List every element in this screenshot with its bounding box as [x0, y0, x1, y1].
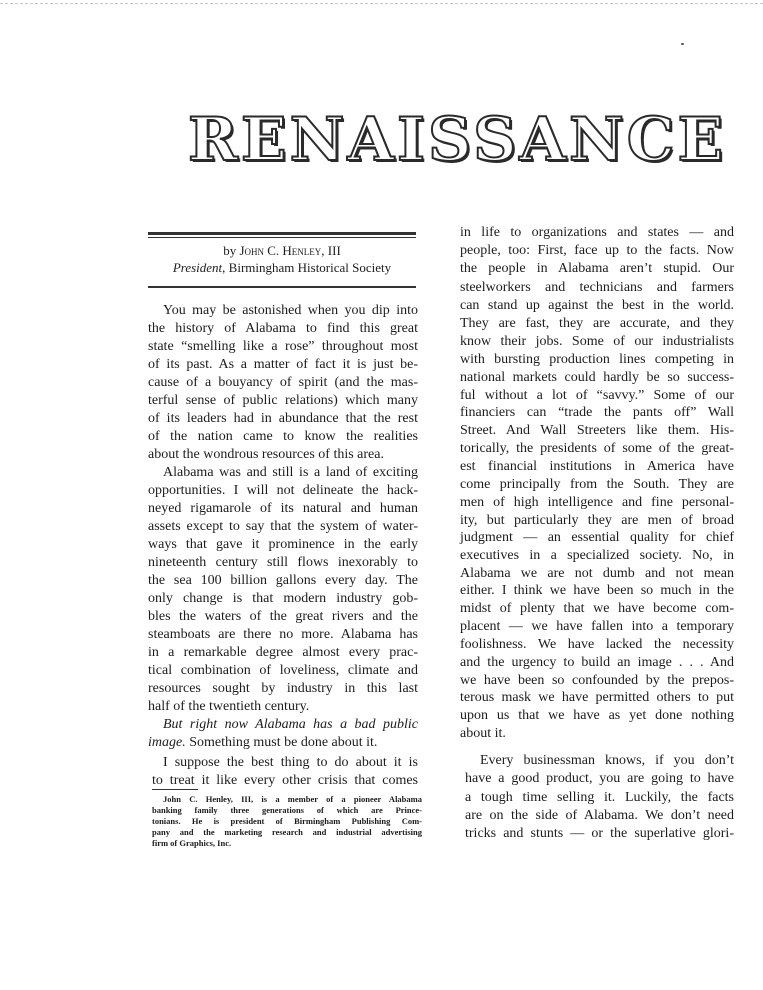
right-column-line: Street. And Wall Streeters like them. His- — [460, 423, 734, 438]
left-column-line: opportunities. I will not delineate the hack- — [148, 483, 418, 498]
byline-rule-top — [148, 232, 416, 235]
right-column-line: ful without a lot of “savvy.” Some of our — [460, 388, 734, 403]
right-column-line: people, too: First, face up to the facts. Now — [460, 243, 734, 258]
right-column-line: know their jobs. Some of our industrialists — [460, 334, 734, 349]
left-column-line-mixed — [148, 734, 418, 752]
right-column-line: either. I think we have been so much in the — [460, 583, 734, 598]
left-column-line: steamboats are there no more. Alabama has — [148, 627, 418, 642]
left-column-line: state “smelling like a rose” throughout most — [148, 339, 418, 354]
left-column-line: cause of a bouyancy of spirit (and the mas- — [148, 375, 418, 390]
right-column-line: judgment — an essential quality for chief — [460, 530, 734, 545]
author-role: President, — [172, 260, 226, 275]
right-column-line: we have been so confounded by the prepos- — [460, 673, 734, 688]
right-column-line: Alabama we are not dumb and not mean — [460, 566, 734, 581]
sentence: Something must be done about it. — [189, 735, 378, 750]
italic-word: image. — [148, 735, 186, 750]
right-column-line: have a good product, you are going to have — [465, 771, 734, 786]
left-column-line: I suppose the best thing to do about it is — [163, 755, 418, 770]
left-column-line-italic: But right now Alabama has a bad public — [163, 717, 418, 732]
left-column-line: ways that gave it prominence in the early — [148, 537, 418, 552]
right-column-line: with bursting production lines competing in — [460, 352, 734, 367]
author-organization: Birmingham Historical Society — [228, 260, 392, 275]
right-column-line: ity, but particularly they are men of broad — [460, 513, 734, 528]
right-column-line: steelworkers and technicians and farmers — [460, 280, 734, 295]
left-column-line: the sea 100 billion gallons every day. The — [148, 573, 418, 588]
left-column-line: resources sought by industry in this last — [148, 681, 418, 696]
left-column-line: tical combination of loveliness, climate and — [148, 663, 418, 678]
right-column-line: in life to organizations and states — and — [460, 225, 734, 240]
right-column-line: a tough time selling it. Luckily, the facts — [465, 790, 734, 805]
author-name: John C. Henley, III — [239, 243, 341, 258]
left-column-line: nineteenth century still flows inexorably to — [148, 555, 418, 570]
footnote-line: John C. Henley, III, is a member of a pioneer Alabama — [163, 794, 422, 804]
footnote-line: tonians. He is president of Birmingham Publishing Com- — [152, 816, 422, 826]
right-column-line: upon us that we have as yet done nothing — [460, 708, 734, 723]
left-column-line: neyed rigamarole of its natural and human — [148, 501, 418, 516]
article-title: RENAISSANCE — [188, 105, 727, 175]
footnote-line: banking family three generations of which are Prince- — [152, 805, 422, 815]
left-column-line: of the nation came to know the realities — [148, 429, 418, 444]
left-column-line: to treat it like every other crisis that comes — [152, 773, 418, 788]
byline-prefix: by — [223, 243, 237, 258]
left-column-line: in a remarkable degree almost every prac- — [148, 645, 418, 660]
left-column-line: about the wondrous resources of this area. — [148, 447, 384, 462]
left-column-line: the history of Alabama to find this great — [148, 321, 418, 336]
left-column-line: of its past. As a matter of fact it is just be- — [148, 357, 418, 372]
right-column-line: and the urgency to build an image . . . And — [460, 655, 734, 670]
right-column-line: Every businessman knows, if you don’t — [480, 753, 734, 768]
right-column-line: national markets could hardly be so success- — [460, 370, 734, 385]
right-column-line: They are fast, they are accurate, and they — [460, 316, 734, 331]
right-column-line: foolishness. We have lacked the necessity — [460, 637, 734, 652]
right-column-line: can stand up against the best in the world. — [460, 298, 734, 313]
left-column-line: assets except to say that the system of water- — [148, 519, 418, 534]
right-column-line: tricks and stunts — or the superlative glori- — [465, 826, 734, 841]
paper-speck — [681, 43, 684, 45]
right-column-line: the people in Alabama aren’t stupid. Our — [460, 261, 734, 276]
right-column-line: terous mask we have permitted others to put — [460, 690, 734, 705]
right-column-line: men of high intelligence and fine personal- — [460, 495, 734, 510]
left-column-line: Alabama was and still is a land of exciting — [163, 465, 418, 480]
byline-role-line — [148, 259, 416, 276]
left-column-line: half of the twentieth century. — [148, 699, 310, 714]
left-column-line: of its leaders had in abundance that the rest — [148, 411, 418, 426]
footnote-rule — [152, 789, 198, 790]
right-column-line: est financial institutions in America have — [460, 459, 734, 474]
left-column-line: terful sense of public relations) which many — [148, 393, 418, 408]
byline-author-line — [148, 242, 416, 259]
byline-rule-top-thin — [148, 237, 416, 238]
right-column-line: come principally from the South. They are — [460, 477, 734, 492]
right-column-line: are on the side of Alabama. We don’t need — [465, 808, 734, 823]
footnote-line: pany and the marketing research and industrial advertising — [152, 827, 422, 837]
right-column-line: placent — we have fallen into a temporary — [460, 619, 734, 634]
right-column-line: executives in a specialized society. No, in — [460, 548, 734, 563]
right-column-line: financiers can “trade the pants off” Wall — [460, 405, 734, 420]
left-column-line: only change is that modern industry gob- — [148, 591, 418, 606]
right-column-line: midst of plenty that we have become com- — [460, 601, 734, 616]
top-edge-dashes — [0, 3, 763, 4]
footnote-line: firm of Graphics, Inc. — [152, 838, 232, 848]
left-column-line: You may be astonished when you dip into — [163, 303, 418, 318]
right-column-line: torically, the presidents of some of the great- — [460, 441, 734, 456]
byline-rule-bottom — [148, 286, 416, 288]
left-column-line: bles the waters of the great rivers and the — [148, 609, 418, 624]
right-column-line: about it. — [460, 726, 506, 741]
